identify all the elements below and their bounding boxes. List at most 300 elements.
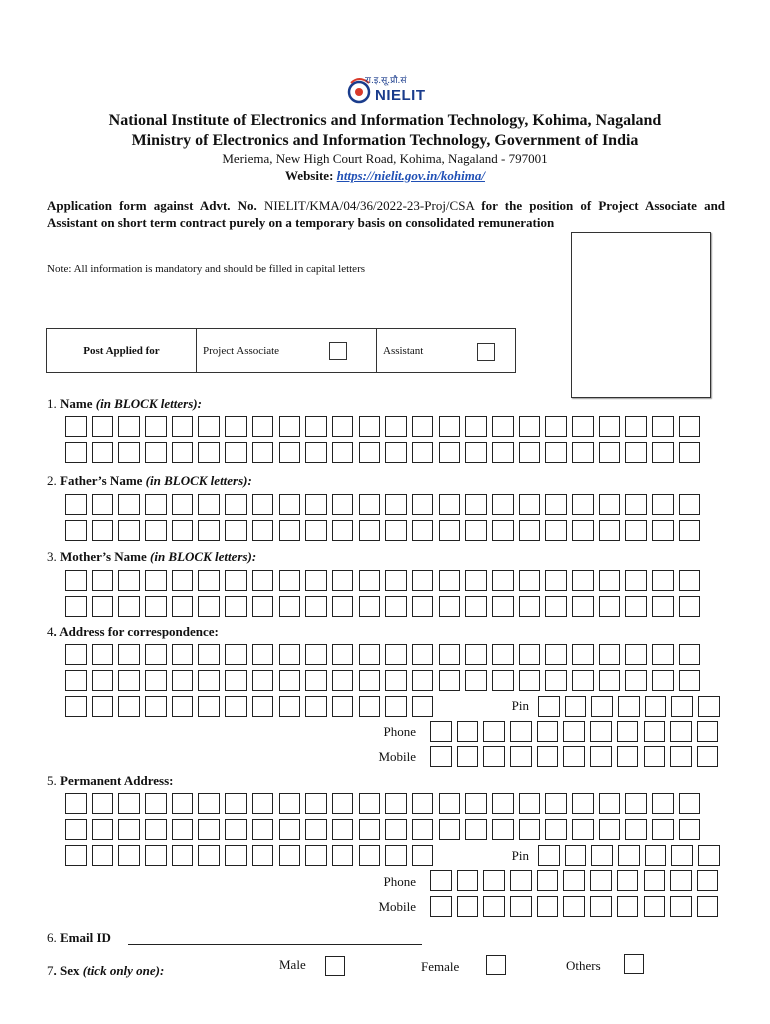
character-box[interactable] <box>679 793 701 814</box>
character-box[interactable] <box>492 520 514 541</box>
character-box[interactable] <box>332 596 354 617</box>
character-box[interactable] <box>145 845 167 866</box>
character-box[interactable] <box>332 696 354 717</box>
character-box[interactable] <box>225 494 247 515</box>
character-box[interactable] <box>625 819 647 840</box>
character-box[interactable] <box>545 819 567 840</box>
character-box[interactable] <box>465 596 487 617</box>
character-box[interactable] <box>439 670 461 691</box>
character-box[interactable] <box>670 896 692 917</box>
character-box[interactable] <box>545 793 567 814</box>
character-box[interactable] <box>465 494 487 515</box>
character-box[interactable] <box>519 596 541 617</box>
character-box[interactable] <box>519 416 541 437</box>
character-box[interactable] <box>652 596 674 617</box>
email-input-line[interactable] <box>128 944 422 945</box>
character-box[interactable] <box>332 442 354 463</box>
character-box[interactable] <box>252 644 274 665</box>
character-box[interactable] <box>118 793 140 814</box>
character-box[interactable] <box>697 721 719 742</box>
character-box[interactable] <box>252 570 274 591</box>
character-box[interactable] <box>118 845 140 866</box>
character-box[interactable] <box>65 416 87 437</box>
character-box[interactable] <box>92 819 114 840</box>
character-box[interactable] <box>279 596 301 617</box>
character-box[interactable] <box>198 520 220 541</box>
character-box[interactable] <box>252 793 274 814</box>
character-box[interactable] <box>172 670 194 691</box>
character-box[interactable] <box>198 494 220 515</box>
character-box[interactable] <box>572 442 594 463</box>
character-box[interactable] <box>65 670 87 691</box>
character-box[interactable] <box>305 520 327 541</box>
character-box[interactable] <box>483 721 505 742</box>
character-box[interactable] <box>279 644 301 665</box>
character-box[interactable] <box>679 494 701 515</box>
character-box[interactable] <box>359 819 381 840</box>
character-box[interactable] <box>385 845 407 866</box>
character-box[interactable] <box>305 442 327 463</box>
character-box[interactable] <box>92 416 114 437</box>
character-box[interactable] <box>439 793 461 814</box>
character-box[interactable] <box>439 819 461 840</box>
character-box[interactable] <box>332 845 354 866</box>
character-box[interactable] <box>172 793 194 814</box>
character-box[interactable] <box>225 442 247 463</box>
character-box[interactable] <box>198 696 220 717</box>
character-box[interactable] <box>279 845 301 866</box>
character-box[interactable] <box>118 570 140 591</box>
character-box[interactable] <box>625 442 647 463</box>
character-box[interactable] <box>679 570 701 591</box>
character-box[interactable] <box>145 494 167 515</box>
character-box[interactable] <box>252 442 274 463</box>
character-box[interactable] <box>225 644 247 665</box>
character-box[interactable] <box>172 416 194 437</box>
character-box[interactable] <box>599 644 621 665</box>
character-box[interactable] <box>305 570 327 591</box>
character-box[interactable] <box>599 670 621 691</box>
character-box[interactable] <box>359 442 381 463</box>
character-box[interactable] <box>412 644 434 665</box>
character-box[interactable] <box>617 746 639 767</box>
character-box[interactable] <box>430 721 452 742</box>
character-box[interactable] <box>412 520 434 541</box>
character-box[interactable] <box>172 819 194 840</box>
character-box[interactable] <box>537 870 559 891</box>
character-box[interactable] <box>225 570 247 591</box>
character-box[interactable] <box>430 746 452 767</box>
character-box[interactable] <box>252 416 274 437</box>
character-box[interactable] <box>671 696 693 717</box>
project-associate-checkbox[interactable] <box>329 342 347 360</box>
character-box[interactable] <box>305 494 327 515</box>
character-box[interactable] <box>671 845 693 866</box>
character-box[interactable] <box>439 644 461 665</box>
character-box[interactable] <box>492 416 514 437</box>
character-box[interactable] <box>252 670 274 691</box>
character-box[interactable] <box>92 520 114 541</box>
character-box[interactable] <box>92 670 114 691</box>
character-box[interactable] <box>145 520 167 541</box>
character-box[interactable] <box>305 644 327 665</box>
character-box[interactable] <box>625 644 647 665</box>
character-box[interactable] <box>572 596 594 617</box>
character-box[interactable] <box>465 819 487 840</box>
character-box[interactable] <box>198 644 220 665</box>
character-box[interactable] <box>617 870 639 891</box>
character-box[interactable] <box>332 416 354 437</box>
character-box[interactable] <box>385 819 407 840</box>
character-box[interactable] <box>519 644 541 665</box>
character-box[interactable] <box>172 696 194 717</box>
character-box[interactable] <box>145 793 167 814</box>
character-box[interactable] <box>305 845 327 866</box>
character-box[interactable] <box>679 520 701 541</box>
character-box[interactable] <box>65 845 87 866</box>
character-box[interactable] <box>465 442 487 463</box>
character-box[interactable] <box>625 596 647 617</box>
character-box[interactable] <box>510 870 532 891</box>
character-box[interactable] <box>644 896 666 917</box>
character-box[interactable] <box>92 494 114 515</box>
character-box[interactable] <box>519 494 541 515</box>
character-box[interactable] <box>332 819 354 840</box>
character-box[interactable] <box>225 416 247 437</box>
character-box[interactable] <box>625 570 647 591</box>
character-box[interactable] <box>645 845 667 866</box>
character-box[interactable] <box>92 845 114 866</box>
character-box[interactable] <box>412 570 434 591</box>
character-box[interactable] <box>563 746 585 767</box>
character-box[interactable] <box>617 896 639 917</box>
character-box[interactable] <box>572 793 594 814</box>
character-box[interactable] <box>545 570 567 591</box>
character-box[interactable] <box>439 596 461 617</box>
character-box[interactable] <box>412 596 434 617</box>
character-box[interactable] <box>625 670 647 691</box>
character-box[interactable] <box>252 596 274 617</box>
character-box[interactable] <box>545 520 567 541</box>
character-box[interactable] <box>670 746 692 767</box>
character-box[interactable] <box>457 721 479 742</box>
character-box[interactable] <box>537 896 559 917</box>
character-box[interactable] <box>465 570 487 591</box>
character-box[interactable] <box>572 670 594 691</box>
character-box[interactable] <box>118 670 140 691</box>
character-box[interactable] <box>359 596 381 617</box>
character-box[interactable] <box>252 819 274 840</box>
character-box[interactable] <box>439 570 461 591</box>
character-box[interactable] <box>118 416 140 437</box>
character-box[interactable] <box>145 696 167 717</box>
character-box[interactable] <box>483 746 505 767</box>
character-box[interactable] <box>679 670 701 691</box>
character-box[interactable] <box>679 819 701 840</box>
character-box[interactable] <box>252 696 274 717</box>
character-box[interactable] <box>670 870 692 891</box>
character-box[interactable] <box>599 596 621 617</box>
character-box[interactable] <box>412 494 434 515</box>
character-box[interactable] <box>279 570 301 591</box>
character-box[interactable] <box>385 494 407 515</box>
character-box[interactable] <box>644 746 666 767</box>
character-box[interactable] <box>572 494 594 515</box>
character-box[interactable] <box>385 644 407 665</box>
character-box[interactable] <box>412 819 434 840</box>
character-box[interactable] <box>118 819 140 840</box>
character-box[interactable] <box>92 596 114 617</box>
female-checkbox[interactable] <box>486 955 506 975</box>
character-box[interactable] <box>652 819 674 840</box>
character-box[interactable] <box>359 845 381 866</box>
character-box[interactable] <box>305 670 327 691</box>
character-box[interactable] <box>519 442 541 463</box>
character-box[interactable] <box>492 570 514 591</box>
character-box[interactable] <box>599 819 621 840</box>
character-box[interactable] <box>591 696 613 717</box>
character-box[interactable] <box>492 670 514 691</box>
character-box[interactable] <box>457 870 479 891</box>
character-box[interactable] <box>698 696 720 717</box>
character-box[interactable] <box>572 416 594 437</box>
character-box[interactable] <box>279 819 301 840</box>
character-box[interactable] <box>65 520 87 541</box>
character-box[interactable] <box>545 644 567 665</box>
character-box[interactable] <box>65 819 87 840</box>
character-box[interactable] <box>118 442 140 463</box>
character-box[interactable] <box>697 870 719 891</box>
character-box[interactable] <box>519 819 541 840</box>
character-box[interactable] <box>225 793 247 814</box>
character-box[interactable] <box>510 721 532 742</box>
character-box[interactable] <box>118 596 140 617</box>
character-box[interactable] <box>537 721 559 742</box>
character-box[interactable] <box>679 596 701 617</box>
character-box[interactable] <box>572 520 594 541</box>
character-box[interactable] <box>225 845 247 866</box>
character-box[interactable] <box>538 845 560 866</box>
character-box[interactable] <box>92 644 114 665</box>
character-box[interactable] <box>92 696 114 717</box>
character-box[interactable] <box>599 793 621 814</box>
character-box[interactable] <box>305 696 327 717</box>
character-box[interactable] <box>645 696 667 717</box>
character-box[interactable] <box>412 442 434 463</box>
character-box[interactable] <box>145 442 167 463</box>
character-box[interactable] <box>118 520 140 541</box>
character-box[interactable] <box>359 520 381 541</box>
character-box[interactable] <box>305 416 327 437</box>
character-box[interactable] <box>590 870 612 891</box>
character-box[interactable] <box>625 520 647 541</box>
character-box[interactable] <box>492 819 514 840</box>
character-box[interactable] <box>279 696 301 717</box>
character-box[interactable] <box>644 870 666 891</box>
character-box[interactable] <box>590 896 612 917</box>
character-box[interactable] <box>385 793 407 814</box>
character-box[interactable] <box>359 696 381 717</box>
character-box[interactable] <box>359 570 381 591</box>
character-box[interactable] <box>545 596 567 617</box>
character-box[interactable] <box>279 416 301 437</box>
character-box[interactable] <box>465 670 487 691</box>
character-box[interactable] <box>412 845 434 866</box>
character-box[interactable] <box>305 793 327 814</box>
character-box[interactable] <box>252 845 274 866</box>
character-box[interactable] <box>332 644 354 665</box>
character-box[interactable] <box>537 746 559 767</box>
website-link[interactable]: https://nielit.gov.in/kohima/ <box>336 168 485 183</box>
character-box[interactable] <box>439 520 461 541</box>
character-box[interactable] <box>457 896 479 917</box>
character-box[interactable] <box>545 670 567 691</box>
character-box[interactable] <box>118 696 140 717</box>
character-box[interactable] <box>519 670 541 691</box>
character-box[interactable] <box>439 416 461 437</box>
character-box[interactable] <box>332 793 354 814</box>
character-box[interactable] <box>252 494 274 515</box>
character-box[interactable] <box>65 644 87 665</box>
character-box[interactable] <box>145 670 167 691</box>
character-box[interactable] <box>145 644 167 665</box>
character-box[interactable] <box>65 442 87 463</box>
character-box[interactable] <box>652 494 674 515</box>
character-box[interactable] <box>198 819 220 840</box>
character-box[interactable] <box>332 520 354 541</box>
character-box[interactable] <box>439 442 461 463</box>
character-box[interactable] <box>118 494 140 515</box>
character-box[interactable] <box>65 696 87 717</box>
character-box[interactable] <box>565 845 587 866</box>
character-box[interactable] <box>698 845 720 866</box>
character-box[interactable] <box>565 696 587 717</box>
character-box[interactable] <box>510 746 532 767</box>
character-box[interactable] <box>65 793 87 814</box>
character-box[interactable] <box>172 845 194 866</box>
character-box[interactable] <box>359 644 381 665</box>
character-box[interactable] <box>599 416 621 437</box>
character-box[interactable] <box>618 696 640 717</box>
character-box[interactable] <box>644 721 666 742</box>
character-box[interactable] <box>359 416 381 437</box>
character-box[interactable] <box>538 696 560 717</box>
character-box[interactable] <box>118 644 140 665</box>
character-box[interactable] <box>483 896 505 917</box>
character-box[interactable] <box>465 644 487 665</box>
character-box[interactable] <box>492 442 514 463</box>
character-box[interactable] <box>359 494 381 515</box>
character-box[interactable] <box>198 442 220 463</box>
character-box[interactable] <box>572 570 594 591</box>
character-box[interactable] <box>591 845 613 866</box>
character-box[interactable] <box>697 746 719 767</box>
character-box[interactable] <box>465 520 487 541</box>
character-box[interactable] <box>563 721 585 742</box>
character-box[interactable] <box>145 570 167 591</box>
character-box[interactable] <box>65 596 87 617</box>
character-box[interactable] <box>625 416 647 437</box>
character-box[interactable] <box>492 793 514 814</box>
character-box[interactable] <box>198 845 220 866</box>
male-checkbox[interactable] <box>325 956 345 976</box>
character-box[interactable] <box>590 721 612 742</box>
character-box[interactable] <box>359 670 381 691</box>
character-box[interactable] <box>652 570 674 591</box>
character-box[interactable] <box>198 416 220 437</box>
character-box[interactable] <box>172 570 194 591</box>
character-box[interactable] <box>439 494 461 515</box>
character-box[interactable] <box>652 793 674 814</box>
character-box[interactable] <box>252 520 274 541</box>
character-box[interactable] <box>65 494 87 515</box>
character-box[interactable] <box>279 442 301 463</box>
character-box[interactable] <box>465 416 487 437</box>
character-box[interactable] <box>625 793 647 814</box>
character-box[interactable] <box>385 696 407 717</box>
character-box[interactable] <box>332 670 354 691</box>
character-box[interactable] <box>652 442 674 463</box>
character-box[interactable] <box>652 670 674 691</box>
character-box[interactable] <box>412 670 434 691</box>
character-box[interactable] <box>430 870 452 891</box>
character-box[interactable] <box>412 416 434 437</box>
character-box[interactable] <box>670 721 692 742</box>
character-box[interactable] <box>305 819 327 840</box>
character-box[interactable] <box>145 416 167 437</box>
character-box[interactable] <box>563 870 585 891</box>
others-checkbox[interactable] <box>624 954 644 974</box>
character-box[interactable] <box>198 670 220 691</box>
character-box[interactable] <box>92 570 114 591</box>
character-box[interactable] <box>545 494 567 515</box>
character-box[interactable] <box>625 494 647 515</box>
character-box[interactable] <box>359 793 381 814</box>
character-box[interactable] <box>492 644 514 665</box>
character-box[interactable] <box>599 442 621 463</box>
character-box[interactable] <box>198 793 220 814</box>
character-box[interactable] <box>385 596 407 617</box>
character-box[interactable] <box>172 442 194 463</box>
character-box[interactable] <box>385 442 407 463</box>
character-box[interactable] <box>385 520 407 541</box>
character-box[interactable] <box>412 696 434 717</box>
character-box[interactable] <box>279 520 301 541</box>
character-box[interactable] <box>305 596 327 617</box>
character-box[interactable] <box>65 570 87 591</box>
character-box[interactable] <box>679 416 701 437</box>
character-box[interactable] <box>332 494 354 515</box>
character-box[interactable] <box>279 793 301 814</box>
character-box[interactable] <box>145 596 167 617</box>
character-box[interactable] <box>225 520 247 541</box>
character-box[interactable] <box>599 570 621 591</box>
assistant-checkbox[interactable] <box>477 343 495 361</box>
character-box[interactable] <box>465 793 487 814</box>
character-box[interactable] <box>679 644 701 665</box>
character-box[interactable] <box>279 494 301 515</box>
character-box[interactable] <box>519 793 541 814</box>
character-box[interactable] <box>457 746 479 767</box>
character-box[interactable] <box>652 644 674 665</box>
character-box[interactable] <box>430 896 452 917</box>
character-box[interactable] <box>225 596 247 617</box>
character-box[interactable] <box>545 442 567 463</box>
character-box[interactable] <box>279 670 301 691</box>
character-box[interactable] <box>332 570 354 591</box>
character-box[interactable] <box>412 793 434 814</box>
character-box[interactable] <box>599 494 621 515</box>
